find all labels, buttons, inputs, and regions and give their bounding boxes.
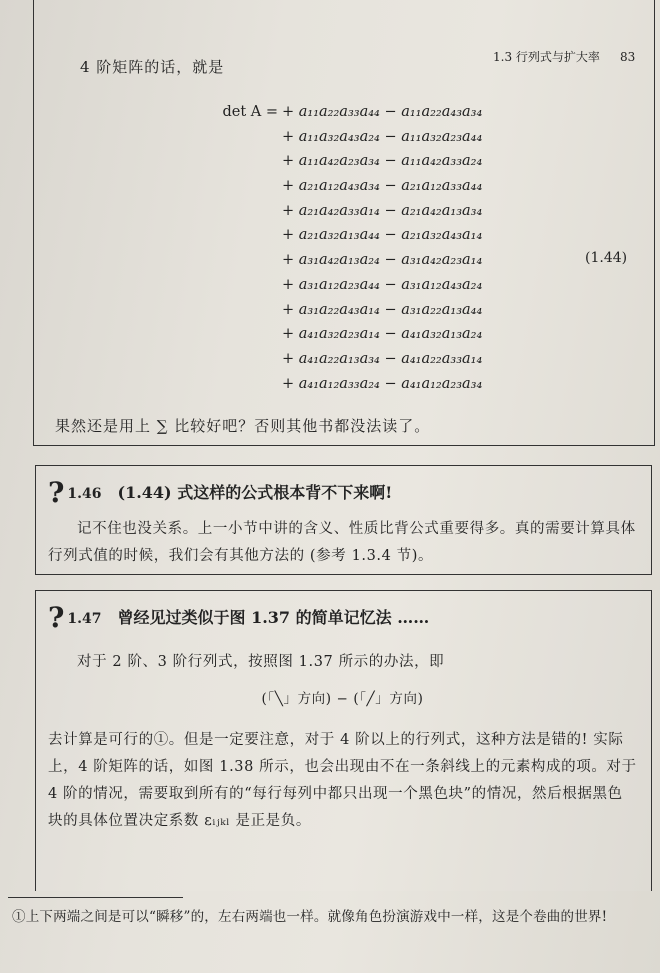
equation-term: + a₄₁a₃₂a₂₃a₁₄ − a₄₁a₃₂a₁₃a₂₄ <box>282 326 483 343</box>
question-box-1-47 <box>35 590 652 891</box>
determinant-equation <box>200 100 520 396</box>
equation-term: + a₁₁a₂₂a₃₃a₄₄ − a₁₁a₂₂a₄₃a₃₄ <box>282 104 483 120</box>
equation-term: + a₄₁a₂₂a₁₃a₃₄ − a₄₁a₂₂a₃₃a₁₄ <box>282 350 483 367</box>
question-heading <box>48 601 429 634</box>
equation-number: (1.44) <box>585 250 628 266</box>
running-header-section: 1.3 行列式与扩大率 <box>493 50 600 64</box>
equation-term: + a₃₁a₄₂a₁₃a₂₄ − a₃₁a₄₂a₂₃a₁₄ <box>282 252 483 269</box>
answer-text: 记不住也没关系。上一小节中讲的含义、性质比背公式重要得多。真的需要计算具体行列式值的时候，我们会有其他方法的 (参考 1.3.4 节)。 <box>48 521 636 564</box>
answer-paragraph: 对于 2 阶、3 阶行列式，按照图 1.37 所示的办法，即 <box>77 654 445 670</box>
question-mark-icon: ? <box>48 601 65 634</box>
question-heading <box>48 476 392 509</box>
equation-term: + a₃₁a₂₂a₄₃a₁₄ − a₃₁a₂₂a₁₃a₄₄ <box>282 301 483 318</box>
question-title: 曾经见过类似于图 1.37 的简单记忆法 …… <box>117 608 430 627</box>
equation-row <box>200 199 520 224</box>
equation-row <box>200 322 520 347</box>
equation-row <box>200 372 520 397</box>
equation-term: + a₃₁a₁₂a₂₃a₄₄ − a₃₁a₁₂a₄₃a₂₄ <box>282 276 483 293</box>
equation-row <box>200 149 520 174</box>
footnote-rule <box>8 897 183 898</box>
answer-paragraph: 去计算是可行的①。但是一定要注意，对于 4 阶以上的行列式，这种方法是错的! 实际上，4 阶矩阵的话，如图 1.38 所示，也会出现由不在一条斜线上的元素构成的项。对于 4 阶的情况，需要取到所有的“每行每列中都只出现一个黑色块”的情况，然后根据黑色块的具体位置决定系数 εᵢⱼₖₗ 是正是负。 <box>48 732 637 829</box>
equation-row <box>200 174 520 199</box>
equation-row <box>200 298 520 323</box>
equation-row <box>200 223 520 248</box>
equation-row <box>200 273 520 298</box>
equation-term: + a₁₁a₃₂a₄₃a₂₄ − a₁₁a₃₂a₂₃a₄₄ <box>282 128 483 145</box>
question-number: 1.46 <box>67 486 102 502</box>
conclusion-text: 果然还是用上 ∑ 比较好吧？否则其他书都没法读了。 <box>55 417 431 435</box>
equation-row <box>200 100 520 125</box>
equation-lhs: det A = <box>222 104 278 120</box>
equation-row <box>200 347 520 372</box>
intro-text: 4 阶矩阵的话，就是 <box>80 58 225 76</box>
question-box-1-46 <box>35 465 652 575</box>
equation-row <box>200 125 520 150</box>
equation-term: + a₁₁a₄₂a₂₃a₃₄ − a₁₁a₄₂a₃₃a₂₄ <box>282 153 483 170</box>
equation-term: + a₂₁a₃₂a₁₃a₄₄ − a₂₁a₃₂a₄₃a₁₄ <box>282 227 483 244</box>
question-mark-icon: ? <box>48 476 65 509</box>
question-title: (1.44) 式这样的公式根本背不下来啊! <box>117 483 393 502</box>
page-number: 83 <box>620 50 636 64</box>
equation-term: + a₄₁a₁₂a₃₃a₂₄ − a₄₁a₁₂a₂₃a₃₄ <box>282 375 483 392</box>
equation-row <box>200 248 520 273</box>
footnote-text: ①上下两端之间是可以“瞬移”的，左右两端也一样。就像角色扮演游戏中一样，这是个卷曲的世界! <box>12 909 608 925</box>
direction-formula: (「╲」方向) − (「╱」方向) <box>261 691 424 707</box>
equation-term: + a₂₁a₄₂a₃₃a₁₄ − a₂₁a₄₂a₁₃a₃₄ <box>282 202 483 219</box>
equation-term: + a₂₁a₁₂a₄₃a₃₄ − a₂₁a₁₂a₃₃a₄₄ <box>282 178 483 195</box>
question-number: 1.47 <box>67 611 102 627</box>
